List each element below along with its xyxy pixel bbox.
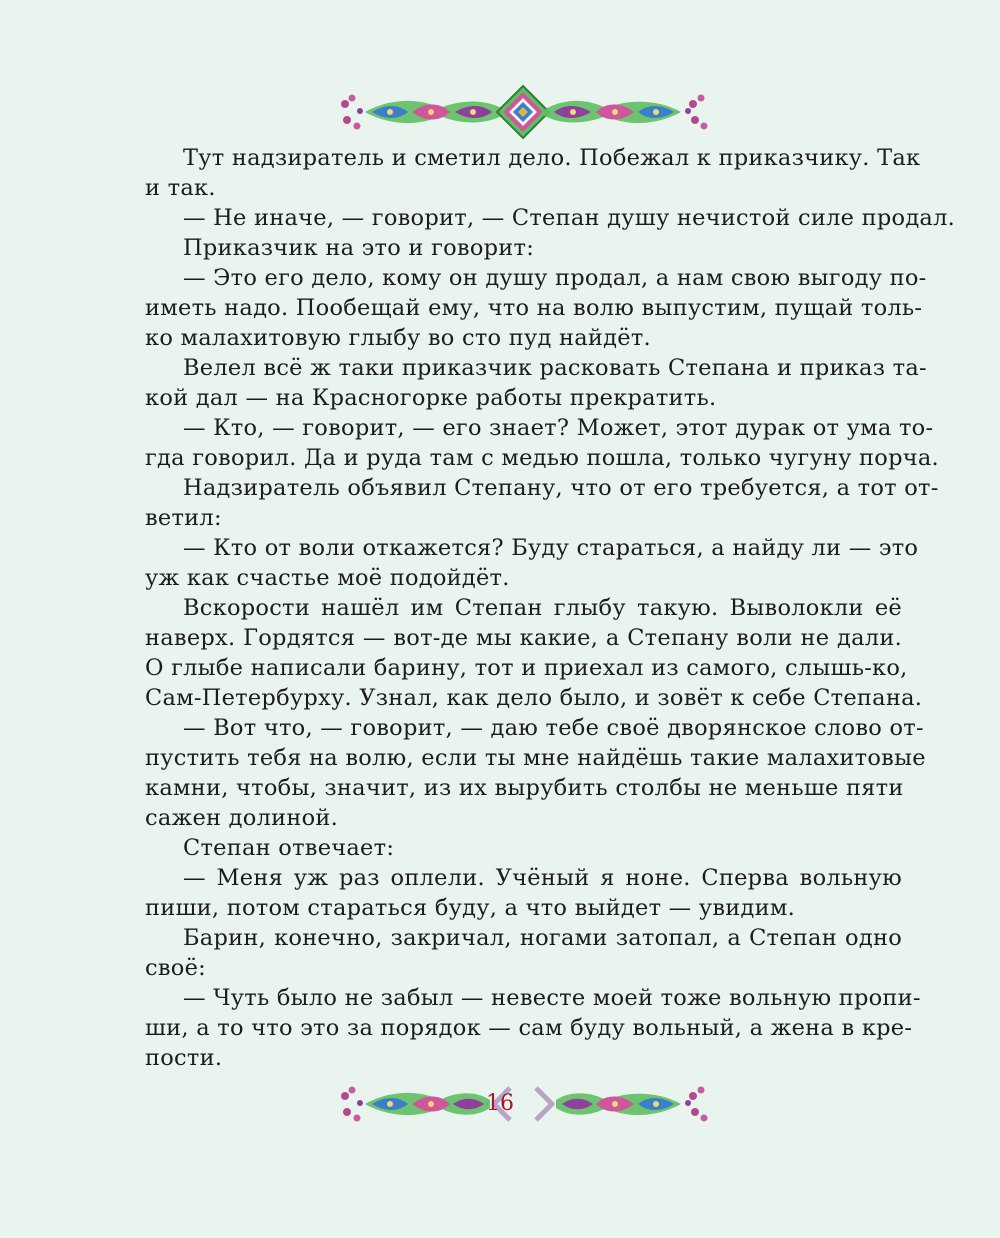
text-line: — Кто, — говорит, — его знает? Может, этот дурак от ума то-	[183, 415, 934, 441]
text-line: — Это его дело, кому он душу продал, а нам свою выгоду по-	[183, 265, 927, 291]
text-line: гда говорил. Да и руда там с медью пошла, только чугуну порча.	[145, 445, 939, 471]
text-line: пости.	[145, 1045, 223, 1071]
text-line: и так.	[145, 175, 216, 201]
berry-cluster-left	[341, 1087, 363, 1122]
text-line: — Меня уж раз оплели. Учёный я ноне. Сперва вольную	[183, 865, 902, 891]
page-number: 16	[486, 1091, 514, 1116]
top-ornament	[0, 80, 1000, 144]
floral-band-right	[541, 101, 681, 123]
text-line: наверх. Гордятся — вот-де мы какие, а Степану воли не дали.	[145, 625, 902, 651]
text-line: ветил:	[145, 505, 222, 531]
text-line: камни, чтобы, значит, из их вырубить столбы не меньше пяти	[145, 775, 904, 801]
berry-cluster-left	[341, 95, 363, 130]
text-line: уж как счастье моё подойдёт.	[145, 565, 510, 591]
text-line: пустить тебя на волю, если ты мне найдёшь такие малахитовые	[145, 745, 926, 771]
text-line: Степан отвечает:	[183, 835, 395, 861]
berry-cluster-right	[685, 95, 708, 130]
text-line: Вскорости нашёл им Степан глыбу такую. Выволокли её	[183, 595, 902, 621]
text-line: Тут надзиратель и сметил дело. Побежал к приказчику. Так	[183, 145, 921, 171]
berry-cluster-right	[685, 1087, 708, 1122]
text-line: своё:	[145, 955, 206, 981]
text-line: Надзиратель объявил Степану, что от его требуется, а тот от-	[183, 475, 939, 501]
text-line: — Не иначе, — говорит, — Степан душу нечистой силе продал.	[183, 205, 956, 231]
text-line: — Вот что, — говорит, — даю тебе своё дворянское слово от-	[183, 715, 924, 741]
text-line: ко малахитовую глыбу во сто пуд найдёт.	[145, 325, 651, 351]
text-line: — Кто от воли откажется? Буду стараться, а найду ли — это	[183, 535, 919, 561]
text-line: ши, а то что это за порядок — сам буду вольный, а жена в кре-	[145, 1015, 913, 1041]
floral-band-left	[365, 101, 505, 123]
text-line: О глыбе написали барину, тот и приехал из самого, слышь-ко,	[145, 655, 908, 681]
text-line: Сам-Петербурху. Узнал, как дело было, и зовёт к себе Степана.	[145, 685, 923, 711]
text-line: Барин, конечно, закричал, ногами затопал, а Степан одно	[183, 925, 902, 951]
text-line: кой дал — на Красногорке работы прекратить.	[145, 385, 717, 411]
story-text	[145, 143, 956, 1073]
text-line: сажен долиной.	[145, 805, 339, 831]
text-line: иметь надо. Пообещай ему, что на волю выпустим, пущай толь-	[145, 295, 923, 321]
floral-band-left	[365, 1093, 490, 1115]
text-line: Велел всё ж таки приказчик расковать Степана и приказ та-	[183, 355, 927, 381]
floral-band-right	[556, 1093, 681, 1115]
text-line: — Чуть было не забыл — невесте моей тоже вольную пропи-	[183, 985, 921, 1011]
text-line: Приказчик на это и говорит:	[183, 235, 535, 261]
text-line: пиши, потом стараться буду, а что выйдет — увидим.	[145, 895, 795, 921]
